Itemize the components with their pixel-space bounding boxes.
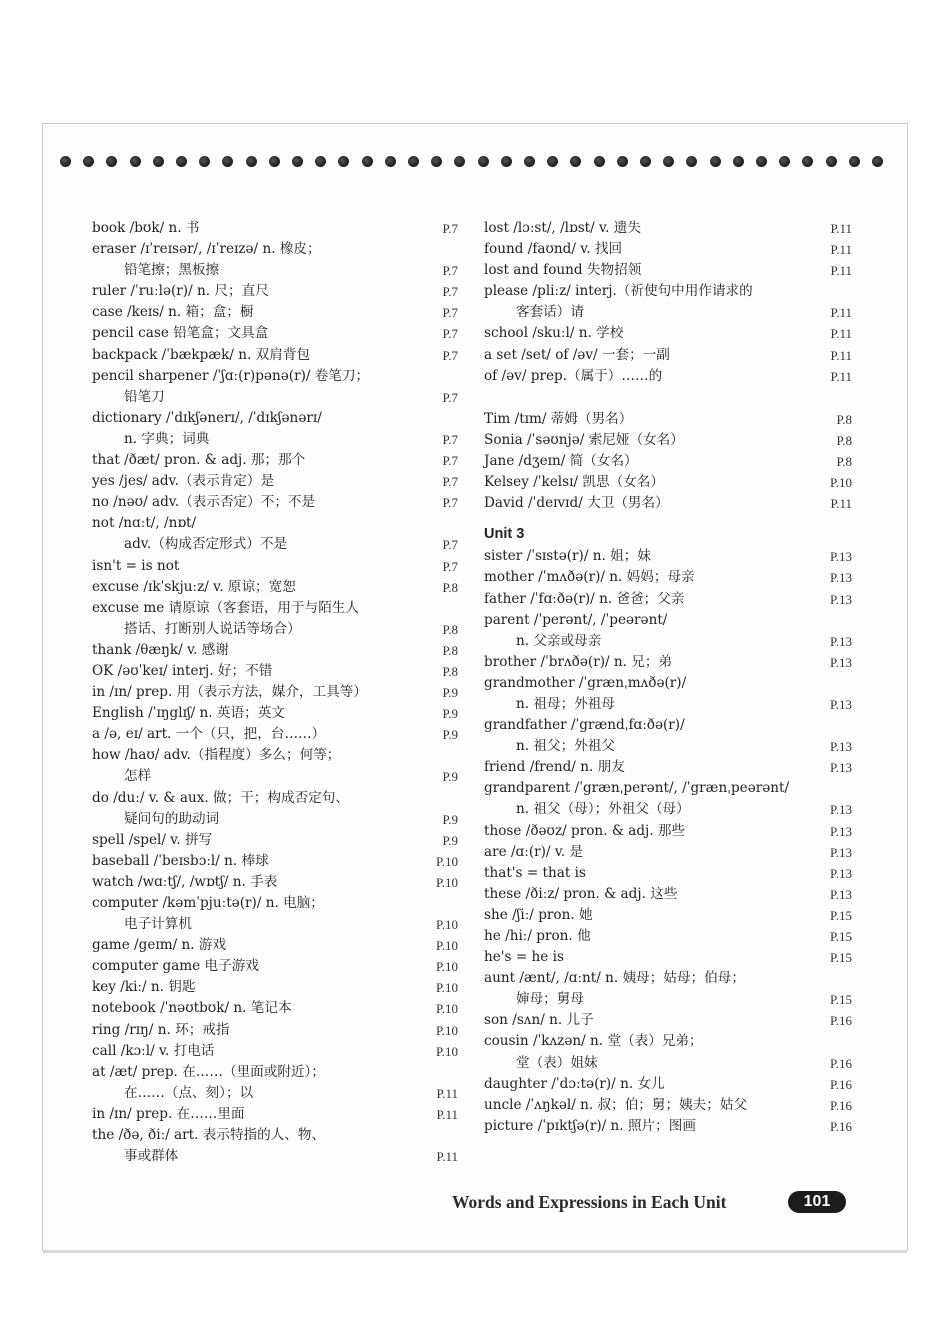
- dotted-border-top: [60, 154, 890, 170]
- entry-page-ref: P.13: [829, 591, 852, 607]
- entry-text: pencil case 铅笔盒；文具盒: [92, 325, 269, 342]
- vocab-entry: [484, 757, 852, 778]
- vocab-entry: [92, 998, 458, 1019]
- vocab-entry: [92, 914, 458, 935]
- vocab-entry: [484, 989, 852, 1010]
- entry-text: backpack /ˈbækpæk/ n. 双肩背包: [92, 346, 311, 363]
- vocab-entry: [484, 821, 852, 842]
- entry-text: key /kiː/ n. 钥匙: [92, 979, 196, 996]
- entry-text: do /duː/ v. & aux. 做；干；构成否定句、: [92, 789, 349, 806]
- vocab-entry: [92, 450, 458, 471]
- entry-text: lost /lɔːst/, /lɒst/ v. 遗失: [484, 220, 641, 236]
- vocab-entry: [92, 281, 458, 302]
- entry-page-ref: P.8: [442, 642, 458, 658]
- entry-page-ref: P.11: [830, 347, 852, 363]
- entry-text: 铅笔擦；黑板擦: [124, 262, 220, 279]
- vocab-entry: [92, 513, 458, 534]
- vocab-entry: [92, 429, 458, 450]
- entry-page-ref: P.10: [435, 938, 458, 954]
- vocab-entry: [92, 745, 458, 766]
- entry-page-ref: P.9: [442, 832, 458, 848]
- border-dot: [802, 156, 813, 167]
- entry-page-ref: P.13: [829, 739, 852, 755]
- entry-page-ref: P.15: [829, 907, 852, 923]
- entry-page-ref: P.10: [435, 1043, 458, 1059]
- entry-text: n. 字典；词典: [124, 430, 210, 447]
- entry-page-ref: P.8: [442, 663, 458, 679]
- entry-text: adv.（构成否定形式）不是: [124, 536, 288, 553]
- border-dot: [640, 156, 651, 167]
- entry-text: he's = he is: [484, 949, 564, 966]
- entry-page-ref: P.11: [830, 221, 852, 236]
- border-dot: [292, 156, 303, 167]
- entry-page-ref: P.11: [830, 263, 852, 279]
- entry-text: sister /ˈsɪstə(r)/ n. 姐；妹: [484, 548, 651, 565]
- entry-page-ref: P.13: [829, 760, 852, 776]
- entry-text: 疑问句的助动词: [124, 810, 220, 827]
- vocab-entry: [484, 799, 852, 820]
- vocab-entry: [484, 260, 852, 281]
- vocab-entry: [92, 239, 458, 260]
- entry-page-ref: P.10: [829, 475, 852, 491]
- vocab-entry: [484, 589, 852, 610]
- entry-text: case /keɪs/ n. 箱；盒；橱: [92, 304, 254, 321]
- entry-page-ref: P.8: [836, 411, 852, 427]
- border-dot: [617, 156, 628, 167]
- entry-text: Kelsey /ˈkelsɪ/ 凯思（女名）: [484, 474, 664, 491]
- vocab-entry: [92, 492, 458, 513]
- entry-page-ref: P.7: [442, 453, 458, 469]
- entry-text: not /nɑːt/, /nɒt/: [92, 515, 197, 532]
- vocab-entry: [484, 493, 852, 514]
- border-dot: [454, 156, 465, 167]
- entry-page-ref: P.10: [435, 959, 458, 975]
- entry-page-ref: P.11: [830, 496, 852, 512]
- vocab-entry: [92, 218, 458, 239]
- entry-page-ref: P.11: [436, 1085, 458, 1101]
- border-dot: [826, 156, 837, 167]
- unit-3-heading: Unit 3: [484, 526, 525, 543]
- entry-page-ref: P.15: [829, 992, 852, 1008]
- vocab-entry: [484, 239, 852, 260]
- border-dot: [431, 156, 442, 167]
- vocab-entry: [92, 1125, 458, 1146]
- entry-page-ref: P.10: [435, 1001, 458, 1017]
- entry-text: eraser /ɪˈreɪsər/, /ɪˈreɪzə/ n. 橡皮；: [92, 241, 321, 258]
- border-dot: [153, 156, 164, 167]
- border-dot: [849, 156, 860, 167]
- entry-page-ref: P.16: [829, 1076, 852, 1092]
- entry-page-ref: P.11: [830, 326, 852, 342]
- entry-page-ref: P.13: [829, 654, 852, 670]
- border-dot: [338, 156, 349, 167]
- entry-page-ref: P.9: [442, 685, 458, 701]
- vocab-entry: [484, 694, 852, 715]
- vocab-entry: [92, 935, 458, 956]
- entry-text: cousin /ˈkʌzən/ n. 堂（表）兄弟；: [484, 1033, 703, 1050]
- vocab-entry: [484, 1074, 852, 1095]
- entry-text: n. 祖父；外祖父: [516, 738, 615, 755]
- left-column: [92, 218, 458, 1167]
- border-dot: [199, 156, 210, 167]
- entry-text: thank /θæŋk/ v. 感谢: [92, 641, 229, 658]
- vocab-entry: [92, 766, 458, 787]
- entry-page-ref: P.10: [435, 917, 458, 933]
- entry-text: in /ɪn/ prep. 在……里面: [92, 1105, 245, 1122]
- entry-text: notebook /ˈnəʊtbʊk/ n. 笔记本: [92, 1000, 292, 1017]
- border-dot: [779, 156, 790, 167]
- entry-page-ref: P.13: [829, 633, 852, 649]
- entry-page-ref: P.7: [442, 495, 458, 511]
- vocab-entry: [484, 1010, 852, 1031]
- vocab-entry: [484, 218, 852, 239]
- vocab-entry: [92, 640, 458, 661]
- vocab-entry: [92, 302, 458, 323]
- entry-text: 事或群体: [124, 1148, 179, 1165]
- entry-text: at /æt/ prep. 在……（里面或附近）；: [92, 1063, 325, 1080]
- vocab-entry: [92, 724, 458, 745]
- entry-text: baseball /ˈbeɪsbɔːl/ n. 棒球: [92, 852, 269, 869]
- vocab-entry: [484, 610, 852, 631]
- border-dot: [710, 156, 721, 167]
- vocab-entry: [484, 715, 852, 736]
- entry-text: OK /əʊˈkeɪ/ interj. 好；不错: [92, 662, 273, 679]
- entry-text: grandfather /ˈgrændˌfɑːðə(r)/: [484, 717, 685, 734]
- entry-page-ref: P.8: [442, 579, 458, 595]
- entry-page-ref: P.11: [830, 368, 852, 384]
- page-shadow: [43, 1250, 907, 1253]
- entry-page-ref: P.7: [442, 537, 458, 553]
- vocab-entry: [484, 567, 852, 588]
- vocab-entry: [92, 851, 458, 872]
- entry-text: 铅笔刀: [124, 388, 165, 405]
- border-dot: [686, 156, 697, 167]
- entry-text: uncle /ˈʌŋkəl/ n. 叔；伯；舅；姨夫；姑父: [484, 1096, 748, 1113]
- vocab-entry: [92, 977, 458, 998]
- vocab-entry: [484, 778, 852, 799]
- entry-text: spell /spel/ v. 拼写: [92, 831, 213, 848]
- vocab-entry: [92, 1083, 458, 1104]
- entry-page-ref: P.16: [829, 1118, 852, 1134]
- entry-text: ruler /ˈruːlə(r)/ n. 尺；直尺: [92, 283, 269, 300]
- vocab-entry: [92, 260, 458, 281]
- entry-page-ref: P.7: [442, 389, 458, 405]
- entry-text: found /faʊnd/ v. 找回: [484, 241, 623, 258]
- entry-text: call /kɔːl/ v. 打电话: [92, 1042, 215, 1059]
- vocab-entry: [92, 408, 458, 429]
- vocab-entry: [92, 830, 458, 851]
- vocab-entry: [92, 1020, 458, 1041]
- vocab-entry: [484, 1031, 852, 1052]
- entry-text: Sonia /ˈsəʊnjə/ 索尼娅（女名）: [484, 431, 684, 448]
- vocab-entry: [92, 619, 458, 640]
- vocab-entry: [484, 302, 852, 323]
- border-dot: [222, 156, 233, 167]
- vocab-entry: [484, 842, 852, 863]
- entry-page-ref: P.7: [442, 284, 458, 300]
- border-dot: [385, 156, 396, 167]
- entry-page-ref: P.10: [435, 980, 458, 996]
- vocab-entry: [92, 893, 458, 914]
- entry-page-ref: P.9: [442, 706, 458, 722]
- entry-text: David /ˈdeɪvɪd/ 大卫（男名）: [484, 495, 669, 512]
- vocab-entry: [484, 1116, 852, 1137]
- border-dot: [315, 156, 326, 167]
- entry-page-ref: P.7: [442, 474, 458, 490]
- entry-page-ref: P.16: [829, 1055, 852, 1071]
- vocab-entry: [92, 366, 458, 387]
- vocab-entry: [484, 1095, 852, 1116]
- entry-page-ref: P.11: [830, 242, 852, 258]
- entry-page-ref: P.13: [829, 696, 852, 712]
- vocab-entry: [484, 905, 852, 926]
- entry-text: parent /ˈperənt/, /ˈpeərənt/: [484, 611, 668, 628]
- entry-text: she /ʃiː/ pron. 她: [484, 906, 593, 923]
- border-dot: [756, 156, 767, 167]
- entry-text: n. 祖父（母）；外祖父（母）: [516, 801, 690, 818]
- entry-text: that /ðæt/ pron. & adj. 那；那个: [92, 452, 306, 469]
- entry-text: mother /ˈmʌðə(r)/ n. 妈妈；母亲: [484, 569, 695, 586]
- entry-page-ref: P.7: [442, 263, 458, 279]
- border-dot: [60, 156, 71, 167]
- vocab-entry: [92, 577, 458, 598]
- entry-page-ref: P.9: [442, 769, 458, 785]
- entry-page-ref: P.10: [435, 853, 458, 869]
- entry-page-ref: P.13: [829, 886, 852, 902]
- vocab-entry: [484, 673, 852, 694]
- entry-text: father /ˈfɑːðə(r)/ n. 爸爸；父亲: [484, 590, 685, 607]
- entry-text: excuse /ɪkˈskjuːz/ v. 原谅；宽恕: [92, 578, 296, 595]
- entry-text: Tim /tɪm/ 蒂姆（男名）: [484, 410, 633, 427]
- border-dot: [872, 156, 883, 167]
- section-gap: [484, 387, 852, 409]
- vocab-entry: [484, 652, 852, 673]
- entry-page-ref: P.11: [830, 305, 852, 321]
- border-dot: [246, 156, 257, 167]
- vocab-entry: [484, 409, 852, 430]
- vocab-entry: [484, 736, 852, 757]
- entry-page-ref: P.15: [829, 929, 852, 944]
- entry-page-ref: P.8: [836, 453, 852, 469]
- vocab-entry: [92, 345, 458, 366]
- vocab-entry: [92, 703, 458, 724]
- vocab-entry: [484, 430, 852, 451]
- border-dot: [130, 156, 141, 167]
- vocab-entry: [92, 956, 458, 977]
- entry-text: please /pliːz/ interj.（祈使句中用作请求的: [484, 283, 753, 300]
- entry-text: of /əv/ prep.（属于）……的: [484, 367, 663, 384]
- entry-text: a /ə, eɪ/ art. 一个（只，把，台……）: [92, 726, 326, 743]
- entry-text: computer game 电子游戏: [92, 958, 259, 975]
- vocab-entry: [484, 366, 852, 387]
- border-dot: [269, 156, 280, 167]
- entry-page-ref: P.8: [442, 621, 458, 637]
- entry-text: English /ˈɪŋglɪʃ/ n. 英语；英文: [92, 705, 285, 722]
- vocab-entry: [484, 863, 852, 884]
- vocab-entry: [92, 598, 458, 619]
- entry-text: school /skuːl/ n. 学校: [484, 325, 624, 342]
- entry-text: aunt /ænt/, /ɑːnt/ n. 姨母；姑母；伯母；: [484, 970, 745, 987]
- vocab-entry: [484, 472, 852, 493]
- entry-text: no /nəʊ/ adv.（表示否定）不；不是: [92, 494, 316, 511]
- entry-page-ref: P.13: [829, 865, 852, 881]
- vocab-entry: [484, 631, 852, 652]
- entry-page-ref: P.9: [442, 811, 458, 827]
- entry-page-ref: P.16: [829, 1097, 852, 1113]
- vocab-entry: [484, 345, 852, 366]
- border-dot: [362, 156, 373, 167]
- vocab-entry: [92, 682, 458, 703]
- entry-text: ring /rɪŋ/ n. 环；戒指: [92, 1021, 230, 1038]
- vocab-entry: [92, 323, 458, 344]
- entry-text: grandparent /ˈgrænˌperənt/, /ˈgrænˌpeərənt/: [484, 780, 790, 797]
- entry-text: that's = that is: [484, 864, 586, 881]
- entry-text: daughter /ˈdɔːtə(r)/ n. 女儿: [484, 1075, 665, 1092]
- entry-text: son /sʌn/ n. 儿子: [484, 1012, 594, 1029]
- entry-text: 婶母；舅母: [516, 991, 584, 1008]
- entry-text: n. 祖母；外祖母: [516, 695, 615, 712]
- border-dot: [547, 156, 558, 167]
- entry-text: those /ðəʊz/ pron. & adj. 那些: [484, 822, 686, 839]
- entry-page-ref: P.10: [435, 874, 458, 890]
- page-number-badge: 101: [788, 1191, 846, 1213]
- vocab-entry: [484, 323, 852, 344]
- entry-page-ref: P.8: [836, 432, 852, 448]
- entry-text: computer /kəmˈpjuːtə(r)/ n. 电脑；: [92, 895, 324, 911]
- entry-page-ref: P.7: [442, 326, 458, 342]
- entry-text: a set /set/ of /əv/ 一套；一副: [484, 346, 670, 363]
- entry-page-ref: P.7: [442, 347, 458, 363]
- entry-page-ref: P.13: [829, 570, 852, 586]
- entry-page-ref: P.11: [436, 1149, 458, 1165]
- entry-text: 搭话、打断别人说话等场合）: [124, 620, 301, 637]
- entry-text: game /geɪm/ n. 游戏: [92, 937, 227, 954]
- right-column: [484, 218, 852, 1137]
- vocab-entry: [484, 884, 852, 905]
- entry-text: book /bʊk/ n. 书: [92, 220, 200, 236]
- border-dot: [733, 156, 744, 167]
- border-dot: [570, 156, 581, 167]
- entry-text: Jane /dʒeɪn/ 简（女名）: [484, 452, 638, 469]
- border-dot: [106, 156, 117, 167]
- vocab-entry: [92, 872, 458, 893]
- vocab-entry: [92, 1104, 458, 1125]
- border-dot: [176, 156, 187, 167]
- entry-text: 怎样: [124, 768, 152, 785]
- vocab-entry: [484, 451, 852, 472]
- entry-page-ref: P.13: [829, 844, 852, 860]
- border-dot: [524, 156, 535, 167]
- entry-text: pencil sharpener /ˈʃɑː(r)pənə(r)/ 卷笔刀；: [92, 367, 370, 384]
- vocab-entry: [92, 387, 458, 408]
- entry-page-ref: P.7: [442, 558, 458, 574]
- vocab-entry: [92, 534, 458, 555]
- entry-page-ref: P.7: [442, 431, 458, 447]
- entry-text: grandmother /ˈgrænˌmʌðə(r)/: [484, 674, 687, 691]
- vocab-entry: [484, 1053, 852, 1074]
- entry-text: yes /jes/ adv.（表示肯定）是: [92, 473, 275, 490]
- vocab-entry: [92, 661, 458, 682]
- border-dot: [501, 156, 512, 167]
- entry-text: the /ðə, ðiː/ art. 表示特指的人、物、: [92, 1127, 326, 1144]
- entry-text: he /hiː/ pron. 他: [484, 928, 591, 944]
- page-footer: [452, 1189, 872, 1217]
- border-dot: [663, 156, 674, 167]
- footer-title: Words and Expressions in Each Unit: [452, 1192, 727, 1212]
- entry-text: are /ɑː(r)/ v. 是: [484, 843, 584, 860]
- entry-text: these /ðiːz/ pron. & adj. 这些: [484, 885, 678, 902]
- vocab-entry: [484, 546, 852, 567]
- border-dot: [408, 156, 419, 167]
- vocab-entry: [92, 1062, 458, 1083]
- entry-page-ref: P.11: [436, 1106, 458, 1122]
- entry-text: in /ɪn/ prep. 用（表示方法，媒介，工具等）: [92, 684, 367, 701]
- entry-text: 堂（表）姐妹: [516, 1054, 598, 1071]
- vocab-entry: [92, 1041, 458, 1062]
- vocab-entry: [92, 556, 458, 577]
- vocab-entry: [484, 281, 852, 302]
- entry-page-ref: P.13: [829, 802, 852, 818]
- entry-text: dictionary /ˈdɪkʃənerɪ/, /ˈdɪkʃənərɪ/: [92, 409, 322, 426]
- entry-text: 在……（点、刻）；以: [124, 1084, 254, 1101]
- entry-text: brother /ˈbrʌðə(r)/ n. 兄；弟: [484, 653, 673, 670]
- entry-text: how /haʊ/ adv.（指程度）多么；何等；: [92, 747, 341, 764]
- entry-text: friend /frend/ n. 朋友: [484, 759, 625, 776]
- vocab-entry: [92, 471, 458, 492]
- border-dot: [478, 156, 489, 167]
- border-dot: [594, 156, 605, 167]
- entry-page-ref: P.9: [442, 727, 458, 743]
- entry-text: lost and found 失物招领: [484, 262, 642, 279]
- entry-text: 电子计算机: [124, 916, 192, 933]
- entry-page-ref: P.7: [442, 221, 458, 236]
- entry-page-ref: P.7: [442, 305, 458, 321]
- entry-page-ref: P.13: [829, 549, 852, 565]
- entry-page-ref: P.10: [435, 1022, 458, 1038]
- vocab-entry: [484, 968, 852, 989]
- vocab-entry: [92, 788, 458, 809]
- entry-text: n. 父亲或母亲: [516, 632, 602, 649]
- entry-text: 客套话）请: [516, 304, 584, 321]
- vocab-entry: [92, 1146, 458, 1167]
- entry-page-ref: P.13: [829, 823, 852, 839]
- entry-text: picture /ˈpɪktʃə(r)/ n. 照片；图画: [484, 1117, 696, 1134]
- entry-text: watch /wɑːtʃ/, /wɒtʃ/ n. 手表: [92, 873, 278, 890]
- entry-text: excuse me 请原谅（客套语，用于与陌生人: [92, 599, 359, 616]
- border-dot: [83, 156, 94, 167]
- entry-page-ref: P.15: [829, 950, 852, 966]
- vocab-entry: [484, 947, 852, 968]
- entry-page-ref: P.16: [829, 1013, 852, 1029]
- entry-text: isn't = is not: [92, 557, 180, 574]
- vocab-entry: [92, 809, 458, 830]
- vocab-entry: [484, 926, 852, 947]
